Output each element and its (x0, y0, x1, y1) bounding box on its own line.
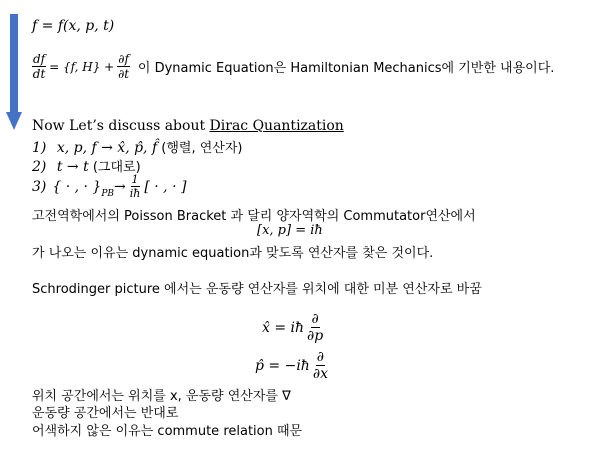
momentum-operator-equation: p̂ = −iħ $\frac{\partial}{\partial x}$ (255, 349, 328, 382)
commutator-equation: [x, p] = iħ (257, 223, 323, 238)
dynamic-equation-line (32, 53, 554, 80)
down-arrow-icon (5, 14, 23, 132)
list-item: 1) x, p, f → x̂, p̂, f̂ (행렬, 연산자) (32, 140, 243, 156)
footer-line: 어색하지 않은 이유는 commute relation 때문 (32, 424, 303, 439)
poisson-bracket-term: = {f, H} + (49, 59, 115, 74)
function-definition: f = f(x, p, t) (32, 18, 115, 34)
footer-line: 위치 공간에서는 위치를 x, 운동량 연산자를 ∇ (32, 389, 291, 404)
position-operator-equation: x̂ = iħ $\frac{\partial}{\partial p}$ (262, 311, 324, 344)
total-derivative-fraction: $\frac{df}{dt}$ (32, 52, 46, 81)
footer-line: 운동량 공간에서는 반대로 (32, 406, 179, 421)
dirac-quantization-link: Dirac Quantization (209, 118, 344, 134)
partial-derivative-fraction: $\frac{\partial f}{\partial t}$ (118, 52, 130, 81)
list-item: 2) t → t (그대로) (32, 159, 141, 175)
list-item: 3) { · , · } $_{PB}$ → $\frac{1}{iħ}$ [ · , · ] (32, 173, 187, 200)
schrodinger-text: Schrodinger picture 에서는 운동량 연산자를 위치에 대한 미분 연산자로 바꿈 (32, 282, 482, 297)
intro-line (32, 118, 344, 134)
reason-text: 가 나오는 이유는 dynamic equation과 맞도록 연산자를 찾은 것이다. (32, 246, 434, 261)
intro-prefix: Now Let’s discuss about (32, 118, 210, 134)
dynamic-equation-text: 이 Dynamic Equation은 Hamiltonian Mechanics에 기반한 내용이다. (137, 61, 555, 76)
commutator-text: 고전역학에서의 Poisson Bracket 과 달리 양자역학의 Commutator연산에서 (32, 209, 476, 224)
